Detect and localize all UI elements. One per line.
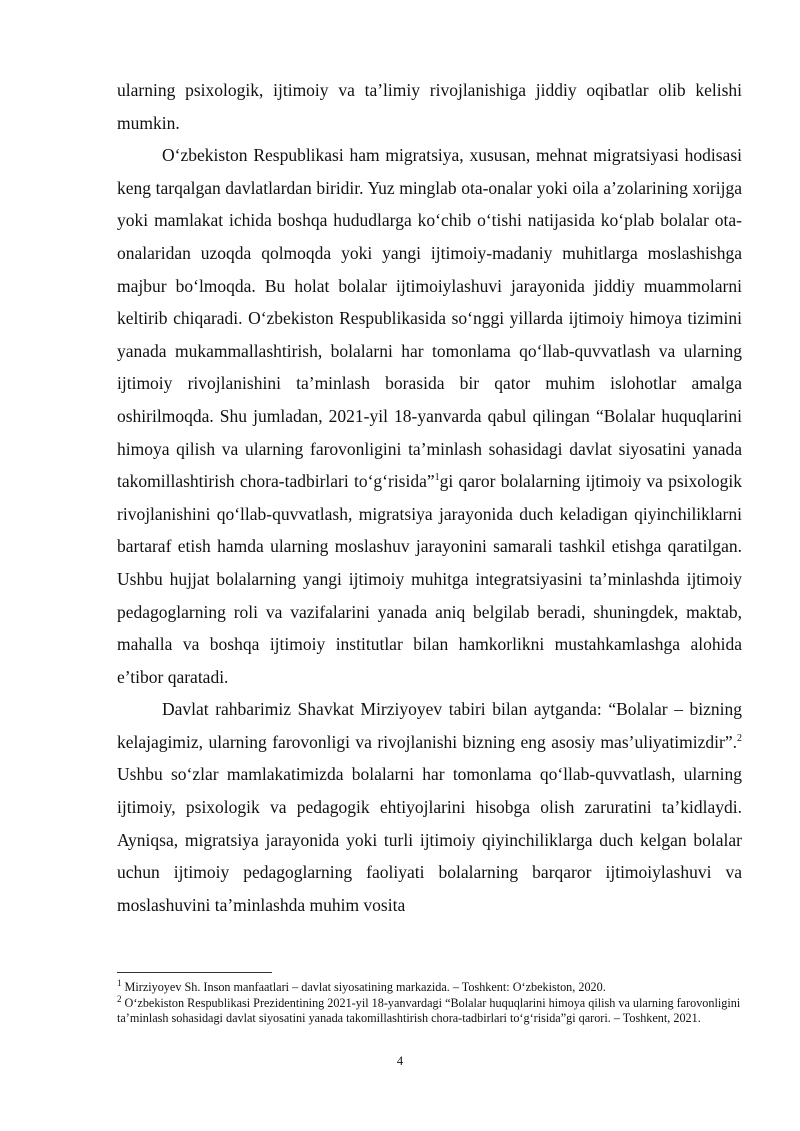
paragraph-1-text: ularning psixologik, ijtimoiy va ta’limiy rivojlanishiga jiddiy oqibatlar olib kelishi mumkin.: [117, 80, 742, 133]
paragraph-3: [117, 693, 742, 921]
footnote-ref-2[interactable]: 2: [737, 733, 742, 745]
footnote-1-number: 1: [117, 977, 122, 988]
footnotes: [117, 977, 742, 1027]
paragraph-3-text-after: Ushbu so‘zlar mamlakatimizda bolalarni har tomonlama qo‘llab-quvvatlash, ularning ijtimoiy, psixologik va pedagogik ehtiyojlarini hisobga olish zaruratini ta’kidlaydi. Ayniqsa, migratsiya jarayonida yoki turli ijtimoiy qiyinchiliklarga duch kelgan bolalar uchun ijtimoiy pedagoglarning faoliyati bolalarning barqaror ijtimoiylashuvi va moslashuvini ta’minlashda muhim vosita: [117, 764, 742, 915]
paragraph-2-text: O‘zbekiston Respublikasi ham migratsiya, xususan, mehnat migratsiyasi hodisasi keng tarqalgan davlatlardan biridir. Yuz minglab ota-onalar yoki oila a’zolarining xorijga yoki mamlakat ichida boshqa hududlarga ko‘chib o‘tishi natijasida ko‘plab bolalar ota-onalaridan uzoqda qolmoqda yoki yangi ijtimoiy-madaniy muhitlarga moslashishga majbur bo‘lmoqda. Bu holat bolalar ijtimoiylashuvi jarayonida jiddiy muammolarni keltirib chiqaradi. O‘zbekiston Respublikasida so‘nggi yillarda ijtimoiy himoya tizimini yanada mukammallashtirish, bolalarni har tomonlama qo‘llab-quvvatlash va ularning ijtimoiy rivojlanishini ta’minlash borasida bir qator muhim islohotlar amalga oshirilmoqda. Shu jumladan, 2021-yil 18-yanvarda qabul qilingan “Bolalar huquqlarini himoya qilish va ularning farovonligini ta’minlash sohasidagi davlat siyosatini yanada takomillashtirish chora-tadbirlari to‘g‘risida”: [117, 145, 742, 492]
footnote-ref-1[interactable]: 1: [434, 472, 440, 484]
paragraph-3-text: Davlat rahbarimiz Shavkat Mirziyoyev tabiri bilan aytganda: “Bolalar – bizning kelajagimiz, ularning farovonligi va rivojlanishi bizning eng asosiy mas’uliyatimizdir”.: [117, 699, 742, 752]
footnote-1: [117, 977, 742, 995]
paragraph-2-text-after: gi qaror bolalarning ijtimoiy va psixologik rivojlanishini qo‘llab-quvvatlash, migratsiya jarayonida duch keladigan qiyinchiliklarni bartaraf etish hamda ularning moslashuv jarayonini samarali tashkil etishga qaratilgan. Ushbu hujjat bolalarning yangi ijtimoiy muhitga integratsiyasini ta’minlashda ijtimoiy pedagoglarning roli va vazifalarini yanada aniq belgilab beradi, shuningdek, maktab, mahalla va boshqa ijtimoiy institutlar bilan hamkorlikni mustahkamlashga alohida e’tibor qaratadi.: [117, 471, 742, 687]
paragraph-1: [117, 74, 742, 139]
footnote-2: [117, 993, 742, 1026]
footnote-divider: [117, 972, 272, 973]
footnote-2-text: O‘zbekiston Respublikasi Prezidentining 2021-yil 18-yanvardagi “Bolalar huquqlarini himoya qilish va ularning farovonligini ta’minlash sohasidagi davlat siyosatini yanada takomillashtirish chora-tadbirlari to‘g‘risida”gi qarori. – Toshkent, 2021.: [117, 996, 741, 1025]
paragraph-2: [117, 139, 742, 693]
page-number: 4: [396, 1054, 404, 1068]
page-body: [117, 74, 742, 921]
footnote-2-number: 2: [117, 993, 122, 1004]
footnote-1-text: Mirziyoyev Sh. Inson manfaatlari – davlat siyosatining markazida. – Toshkent: O‘zbekiston, 2020.: [124, 980, 606, 994]
